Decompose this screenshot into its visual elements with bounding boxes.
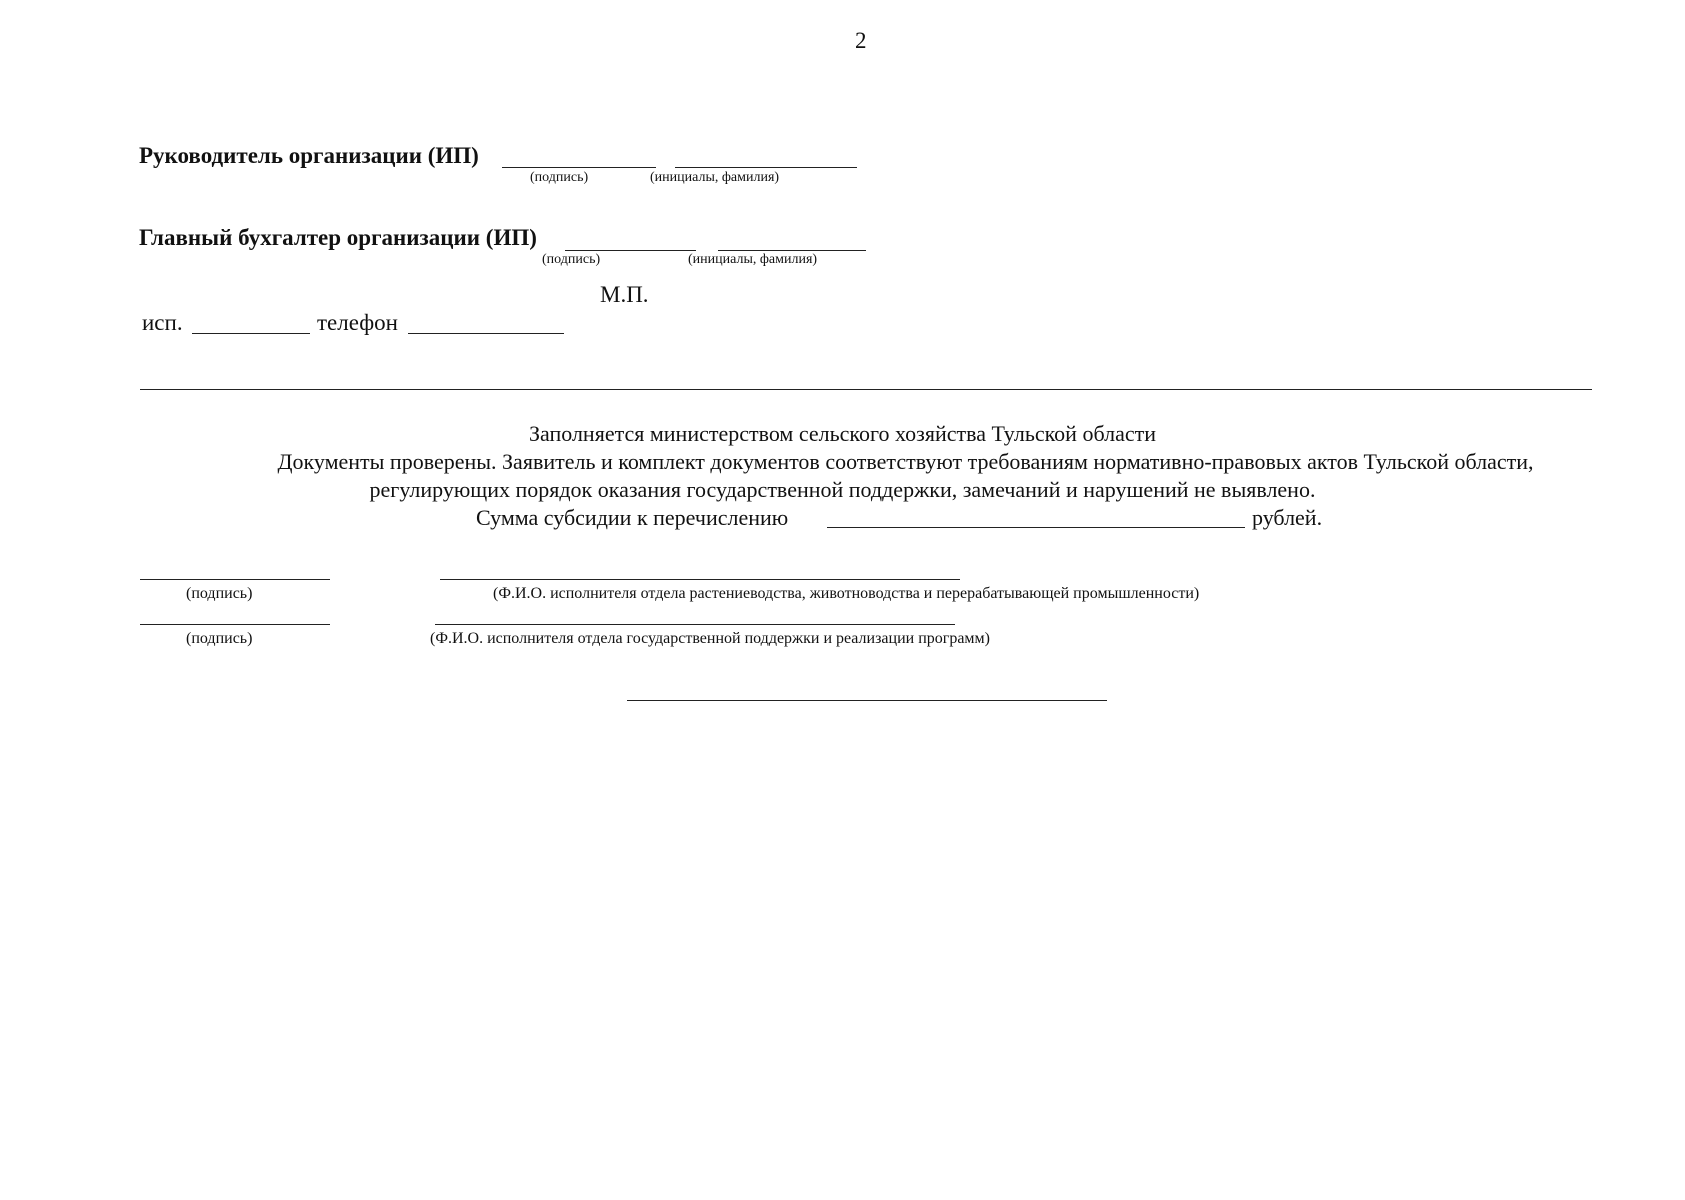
sum-label: Сумма субсидии к перечислению [476, 505, 789, 530]
executor1-sign-line [140, 579, 330, 580]
executor2-name-caption: (Ф.И.О. исполнителя отдела государственной поддержки и реализации программ) [430, 630, 991, 647]
accountant-name-line [718, 250, 866, 251]
sum-line [827, 527, 1245, 528]
head-name-line [675, 167, 857, 168]
sum-unit: рублей. [1252, 505, 1323, 530]
executor2-sign-line [140, 624, 330, 625]
executor2-name-line [435, 624, 955, 625]
executor1-name-caption: (Ф.И.О. исполнителя отдела растениеводства, животноводства и перерабатывающей промышленности) [493, 585, 1200, 602]
ministry-heading: Заполняется министерством сельского хозяйства Тульской области [528, 421, 1157, 446]
accountant-label: Главный бухгалтер организации (ИП) [139, 225, 537, 250]
executor1-sign-caption: (подпись) [186, 585, 253, 602]
head-name-caption: (инициалы, фамилия) [650, 170, 780, 185]
executor1-name-line [440, 579, 960, 580]
accountant-sign-caption: (подпись) [542, 252, 601, 267]
executor2-sign-caption: (подпись) [186, 630, 253, 647]
section-divider [140, 389, 1592, 390]
ministry-text-line2: регулирующих порядок оказания государственной поддержки, замечаний и нарушений не выявлено. [369, 477, 1316, 502]
phone-label: телефон [317, 310, 398, 335]
head-label: Руководитель организации (ИП) [139, 143, 479, 168]
accountant-name-caption: (инициалы, фамилия) [688, 252, 818, 267]
executor-line [192, 333, 310, 334]
stamp-mark: М.П. [600, 282, 649, 307]
executor-label: исп. [142, 310, 183, 335]
head-sign-line [502, 167, 656, 168]
head-sign-caption: (подпись) [530, 170, 589, 185]
ministry-text-line1: Документы проверены. Заявитель и комплект документов соответствуют требованиям нормативно-правовых актов Тульской области, [277, 449, 1534, 474]
page-number: 2 [855, 28, 867, 53]
phone-line [408, 333, 564, 334]
accountant-sign-line [565, 250, 696, 251]
closing-line [627, 700, 1107, 701]
